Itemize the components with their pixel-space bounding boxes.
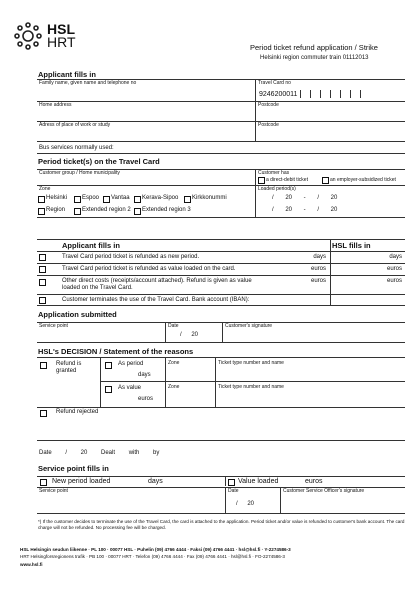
- logo-hsl: HSL: [47, 21, 75, 37]
- region-checkbox[interactable]: [38, 208, 45, 215]
- value-loaded-checkbox[interactable]: [228, 479, 235, 486]
- zone-kerava-checkbox[interactable]: [134, 196, 141, 203]
- decision-ticket-type-2: Ticket type number and name: [218, 384, 284, 390]
- new-period-label: New period loaded: [52, 478, 111, 485]
- submitted-date-value[interactable]: / 20: [180, 332, 199, 338]
- refund-row-1: Travel Card period ticket is refunded as new period.: [62, 254, 200, 260]
- as-value-euros: euros: [138, 396, 154, 402]
- decision-ticket-type-1: Ticket type number and name: [218, 360, 284, 366]
- refund-rejected-label: Refund rejected: [56, 409, 99, 415]
- zone-kerava: Kerava-Sipoo: [142, 195, 179, 201]
- postcode2-label: Postcode: [258, 122, 279, 128]
- zone-kirkkonummi: Kirkkonummi: [192, 195, 227, 201]
- employer-label: an employer-subsidized ticket: [330, 177, 396, 183]
- debit-checkbox[interactable]: [258, 177, 265, 184]
- footer-line-1: HSL Helsingin seudun liikenne · PL 100 · 00077 HSL · Puhelin (09) 4766 4444 · Faksi (09) 4766 4441 · hsl@hsl.fi · Y-2274586-3: [20, 547, 291, 552]
- submitted-date-label: Date: [168, 323, 179, 329]
- zone-vantaa: Vantaa: [111, 195, 130, 201]
- name-label: Family name, given name and telephone no: [39, 80, 137, 86]
- zone-helsinki: Helsinki: [46, 195, 68, 201]
- loaded-label: Loaded period(s): [258, 186, 296, 192]
- new-period-days: days: [148, 478, 163, 485]
- refund-row-1-hsl: days: [389, 254, 402, 260]
- service-date-label: Date: [228, 488, 239, 494]
- loaded-period-2[interactable]: / 20 - / 20: [272, 207, 338, 213]
- as-period-days: days: [138, 372, 151, 378]
- refund-granted-checkbox[interactable]: [40, 362, 47, 369]
- sun-logo-icon: [14, 22, 42, 50]
- value-loaded-euros: euros: [305, 478, 323, 485]
- refund-applicant-heading: Applicant fills in: [62, 241, 120, 250]
- employer-checkbox[interactable]: [322, 177, 329, 184]
- postcode-label: Postcode: [258, 102, 279, 108]
- footnote: *) If the customer decides to terminate the use of the Travel Card, the card is attached to the application. Period ticket and/or value is refunded to customer's bank account. The card charge will not be refunded. No processing fee will be charged.: [38, 519, 405, 530]
- decision-zone-label-1: Zone: [168, 360, 180, 366]
- service-heading: Service point fills in: [38, 464, 109, 473]
- decision-heading: HSL's DECISION / Statement of the reasons: [38, 347, 194, 356]
- hsl-fills-heading: HSL fills in: [332, 241, 371, 250]
- value-loaded-label: Value loaded: [238, 478, 279, 485]
- hsl-logo: [14, 22, 94, 52]
- applicant-heading: Applicant fills in: [38, 70, 96, 79]
- zone-helsinki-checkbox[interactable]: [38, 196, 45, 203]
- as-value-checkbox[interactable]: [105, 386, 112, 393]
- refund-granted-label: Refund is granted: [56, 361, 82, 374]
- footer-url[interactable]: www.hsl.fi: [20, 562, 43, 567]
- region-label: Region: [46, 207, 66, 213]
- as-period-checkbox[interactable]: [105, 362, 112, 369]
- address-label: Home address: [39, 102, 72, 108]
- decision-zone-label-2: Zone: [168, 384, 180, 390]
- card-label: Travel Card no: [258, 80, 291, 86]
- zone-espoo-checkbox[interactable]: [74, 196, 81, 203]
- form-title: Period ticket refund application / Strike: [250, 43, 378, 52]
- ext-region2-checkbox[interactable]: [74, 208, 81, 215]
- terminate-checkbox[interactable]: [39, 297, 46, 304]
- as-period-label: As period: [118, 361, 144, 367]
- as-value-label: As value: [118, 385, 142, 391]
- refund-rejected-checkbox[interactable]: [40, 410, 47, 417]
- ext-region2-label: Extended region 2: [82, 207, 131, 213]
- ext-region3-label: Extended region 3: [142, 207, 191, 213]
- submitted-service-point: Service point: [39, 323, 68, 329]
- customer-has-label: Customer has: [258, 170, 290, 176]
- refund-row-3-hsl: euros: [386, 278, 402, 284]
- debit-label: a direct-debit ticket: [266, 177, 308, 183]
- loaded-period-1[interactable]: / 20 - / 20: [272, 195, 338, 201]
- zone-espoo: Espoo: [82, 195, 100, 201]
- tickets-heading: Period ticket(s) on the Travel Card: [38, 157, 160, 166]
- service-point-label: Service point: [39, 488, 68, 494]
- refund-row-1-unit: days: [313, 254, 326, 260]
- refund-row-2-hsl: euros: [386, 266, 402, 272]
- officer-signature-label: Customer Service Officer's signature: [283, 488, 365, 494]
- customer-group-label: Customer group / Home municipality: [39, 170, 120, 176]
- refund-new-period-checkbox[interactable]: [39, 254, 46, 261]
- zone-kirkkonummi-checkbox[interactable]: [184, 196, 191, 203]
- refund-row-4: Customer terminates the use of the Travel Card. Bank account (IBAN):: [62, 297, 250, 303]
- logo-hrt: HRT: [47, 34, 76, 50]
- ext-region3-checkbox[interactable]: [134, 208, 141, 215]
- card-number[interactable]: 9246200011: [259, 91, 298, 98]
- form-subtitle: Helsinki region commuter train 01112013: [260, 55, 369, 61]
- refund-row-2-unit: euros: [310, 266, 326, 272]
- service-date-value[interactable]: / 20: [236, 501, 255, 507]
- submitted-heading: Application submitted: [38, 310, 117, 319]
- footer-line-2: HRT Helsingforsregionens trafik · PB 100 · 00077 HRT · Telefon (09) 4766 4444 · Fax (09) 4766 4441 · hsl@hsl.fi · FO-2274586-3: [20, 554, 285, 559]
- zone-label: Zone: [39, 186, 51, 192]
- bus-services: Bus services normally used:: [39, 145, 114, 151]
- zone-vantaa-checkbox[interactable]: [103, 196, 110, 203]
- refund-other-costs-checkbox[interactable]: [39, 279, 46, 286]
- refund-row-2: Travel Card period ticket is refunded as value loaded on the card.: [62, 266, 236, 272]
- refund-row-3: Other direct costs (receipts/account attached). Refund is given as value loaded on the Travel Card.: [62, 278, 252, 291]
- work-address-label: Adress of place of work or study: [39, 122, 111, 128]
- new-period-checkbox[interactable]: [40, 479, 47, 486]
- decision-date-line: Date / 20 Dealt with by: [39, 450, 160, 456]
- customer-signature-label: Customer's signature: [225, 323, 273, 329]
- refund-value-checkbox[interactable]: [39, 266, 46, 273]
- refund-row-3-unit: euros: [310, 278, 326, 284]
